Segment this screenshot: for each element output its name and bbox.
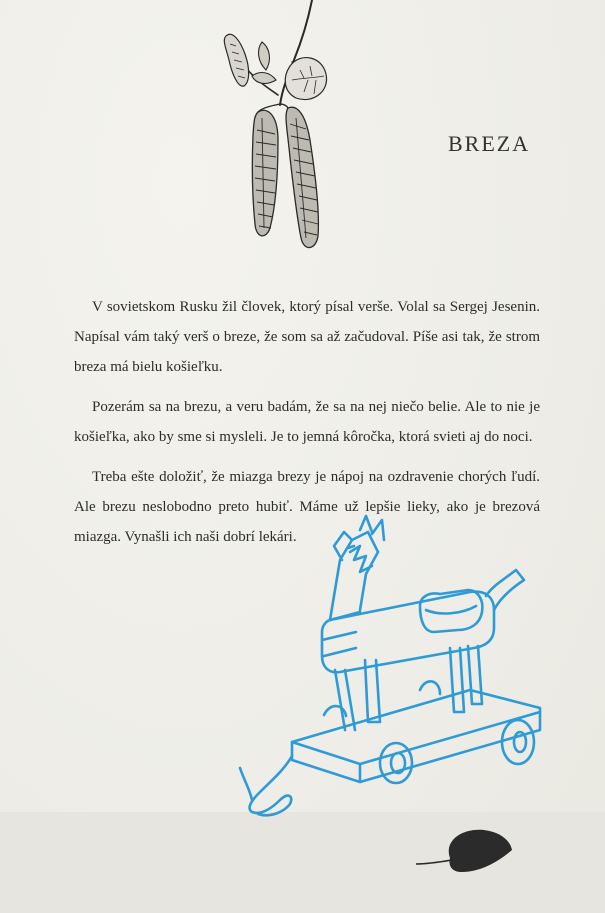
page-title: BREZA [448,131,531,156]
paragraph-2: Pozerám sa na brezu, a veru badám, že sa na nej niečo belie. Ale to nie je košieľka, ako by sme si mysleli. Je to jemná kôročka, ktorá svieti aj do noci. [74,399,540,445]
paragraph-3: Treba ešte doložiť, že miazga brezy je nápoj na ozdravenie chorých ľudí. Ale brezu neslobodno preto hubiť. Máme už lepšie lieky, ako je brezová miazga. Vynašli ich naši dobrí lekári. [74,469,540,545]
paragraph-1: V sovietskom Rusku žil človek, ktorý písal verše. Volal sa Sergej Jesenin. Napísal vám taký verš o breze, že som sa až začudoval. Píše asi tak, že strom breza má bielu košieľku. [74,299,540,375]
